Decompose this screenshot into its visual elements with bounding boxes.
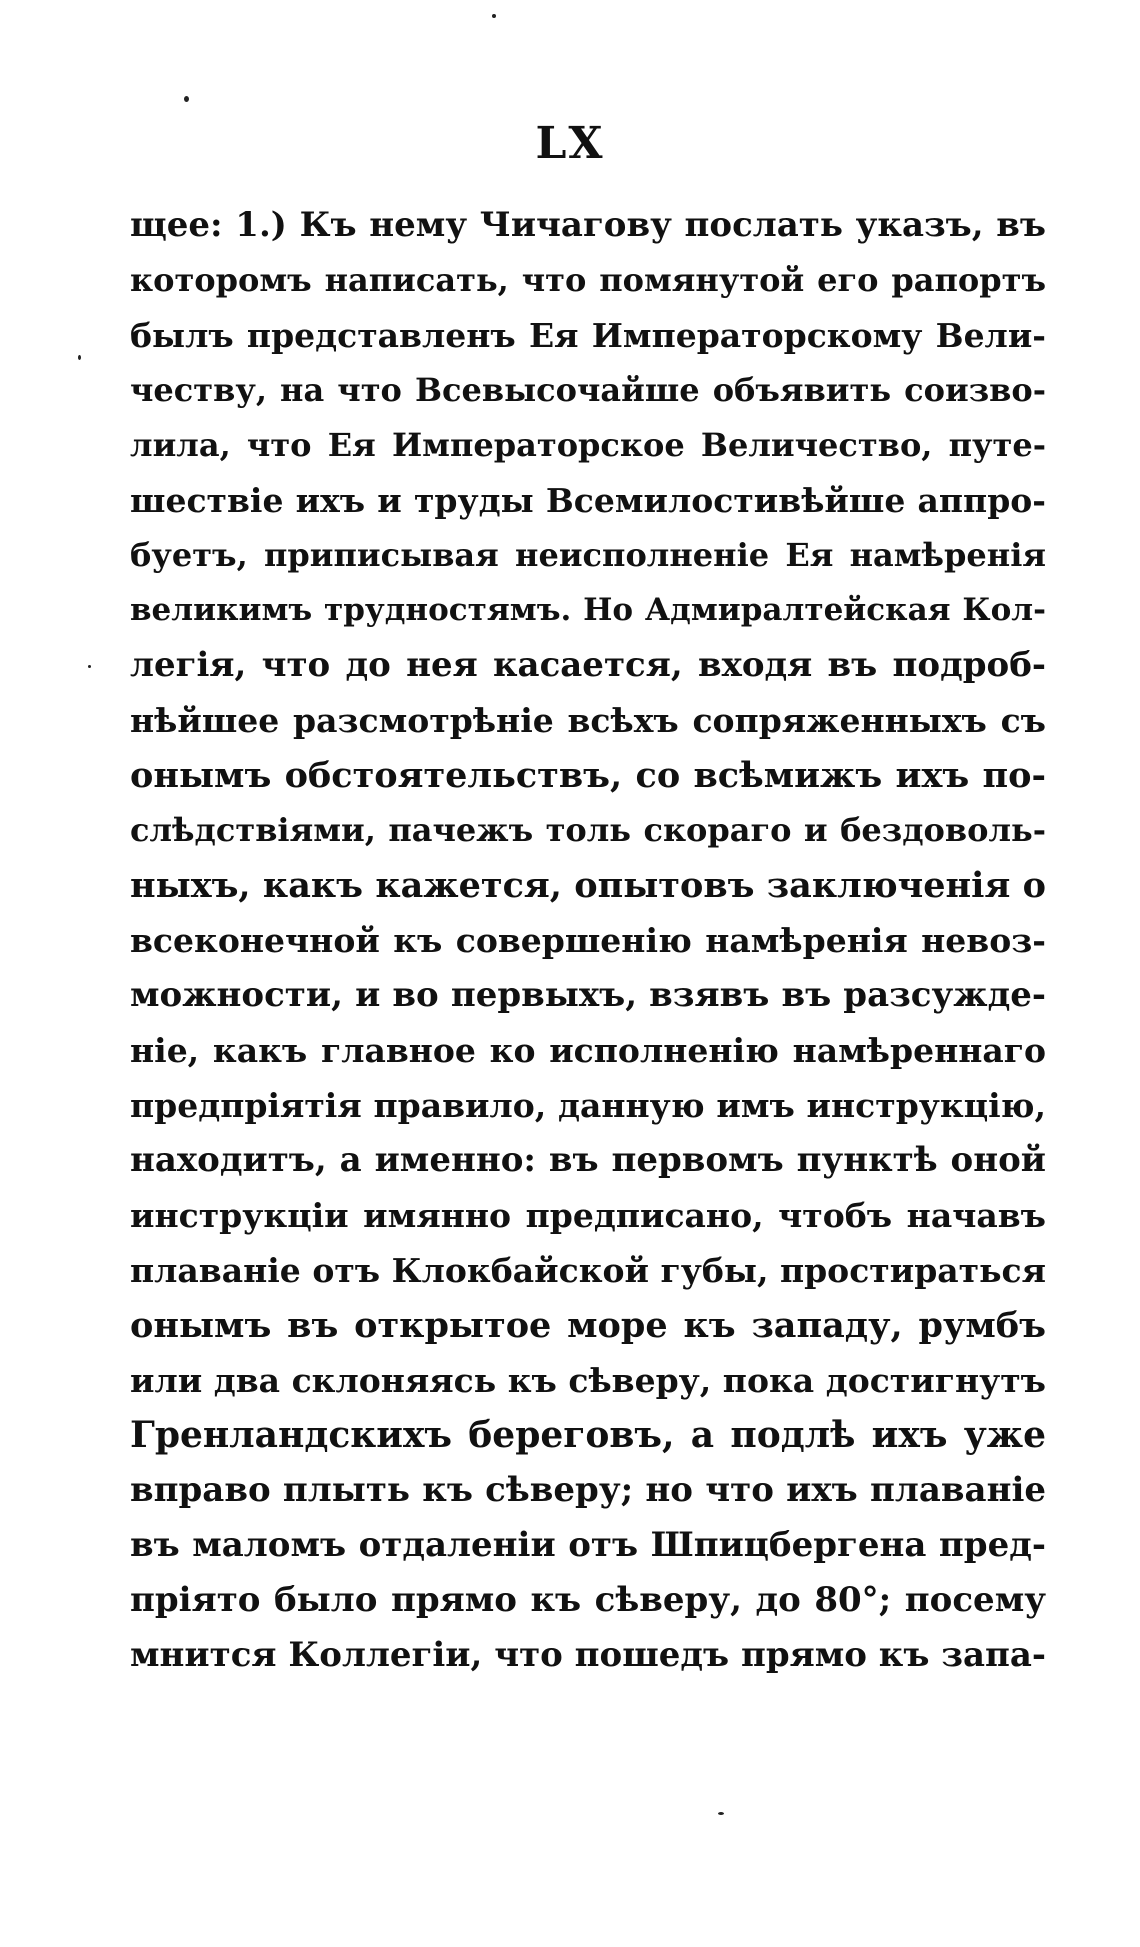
text-line: Гренландскихъ береговъ, а подлѣ ихъ уже [130, 1414, 1046, 1456]
text-line: или два склоняясь къ сѣверу, пока достигнутъ [130, 1361, 1046, 1400]
text-line: находитъ, а именно: въ первомъ пунктѣ оной [130, 1140, 1046, 1180]
text-line: онымъ въ открытое море къ западу, румбъ [130, 1305, 1046, 1346]
text-line: ныхъ, какъ кажется, опытовъ заключенія о [130, 865, 1046, 906]
scan-speck [492, 14, 496, 18]
text-line: былъ представленъ Ея Императорскому Вели- [130, 316, 1046, 355]
text-line: ніе, какъ главное ко исполненію намѣреннаго [130, 1031, 1046, 1070]
body-text [130, 198, 1046, 1683]
text-line: буетъ, приписывая неисполненіе Ея намѣренія [130, 536, 1046, 574]
text-line: щее: 1.) Къ нему Чичагову послать указъ, въ [130, 205, 1046, 245]
text-line: можности, и во первыхъ, взявъ въ разсужде- [130, 975, 1046, 1015]
scan-speck [184, 96, 189, 102]
text-line: шествіе ихъ и труды Всемилостивѣйше аппро- [130, 481, 1046, 520]
text-line: всеконечной къ совершенію намѣренія невоз- [130, 921, 1046, 960]
text-line: мнится Коллегіи, что пошедъ прямо къ запа- [130, 1635, 1046, 1675]
text-line: плаваніе отъ Клокбайской губы, простираться [130, 1251, 1046, 1290]
text-line: пріято было прямо къ сѣверу, до 80°; посему [130, 1580, 1046, 1620]
text-line: лила, что Ея Императорское Величество, путе- [130, 426, 1046, 464]
text-line: нѣйшее разсмотрѣніе всѣхъ сопряженныхъ съ [130, 701, 1046, 740]
scan-speck [718, 1812, 724, 1815]
text-line: вправо плыть къ сѣверу; но что ихъ плаваніе [130, 1470, 1046, 1510]
text-line: великимъ трудностямъ. Но Адмиралтейская Кол- [130, 592, 1046, 628]
text-line: въ маломъ отдаленіи отъ Шпицбергена пред- [130, 1525, 1046, 1565]
text-line: легія, что до нея касается, входя въ подроб- [130, 645, 1046, 685]
page-number: LX [535, 118, 605, 169]
text-line: слѣдствіями, пачежъ толь скораго и бездоволь- [130, 811, 1046, 849]
text-line: предпріятія правило, данную имъ инструкцію, [130, 1086, 1046, 1125]
text-line: инструкціи имянно предписано, чтобъ начавъ [130, 1196, 1046, 1235]
text-line: которомъ написать, что помянутой его рапортъ [130, 261, 1046, 299]
scan-speck [88, 665, 91, 668]
scan-speck [78, 355, 81, 360]
text-line: онымъ обстоятельствъ, со всѣмижъ ихъ по- [130, 755, 1046, 796]
text-line: честву, на что Всевысочайше объявить соизво- [130, 371, 1046, 409]
